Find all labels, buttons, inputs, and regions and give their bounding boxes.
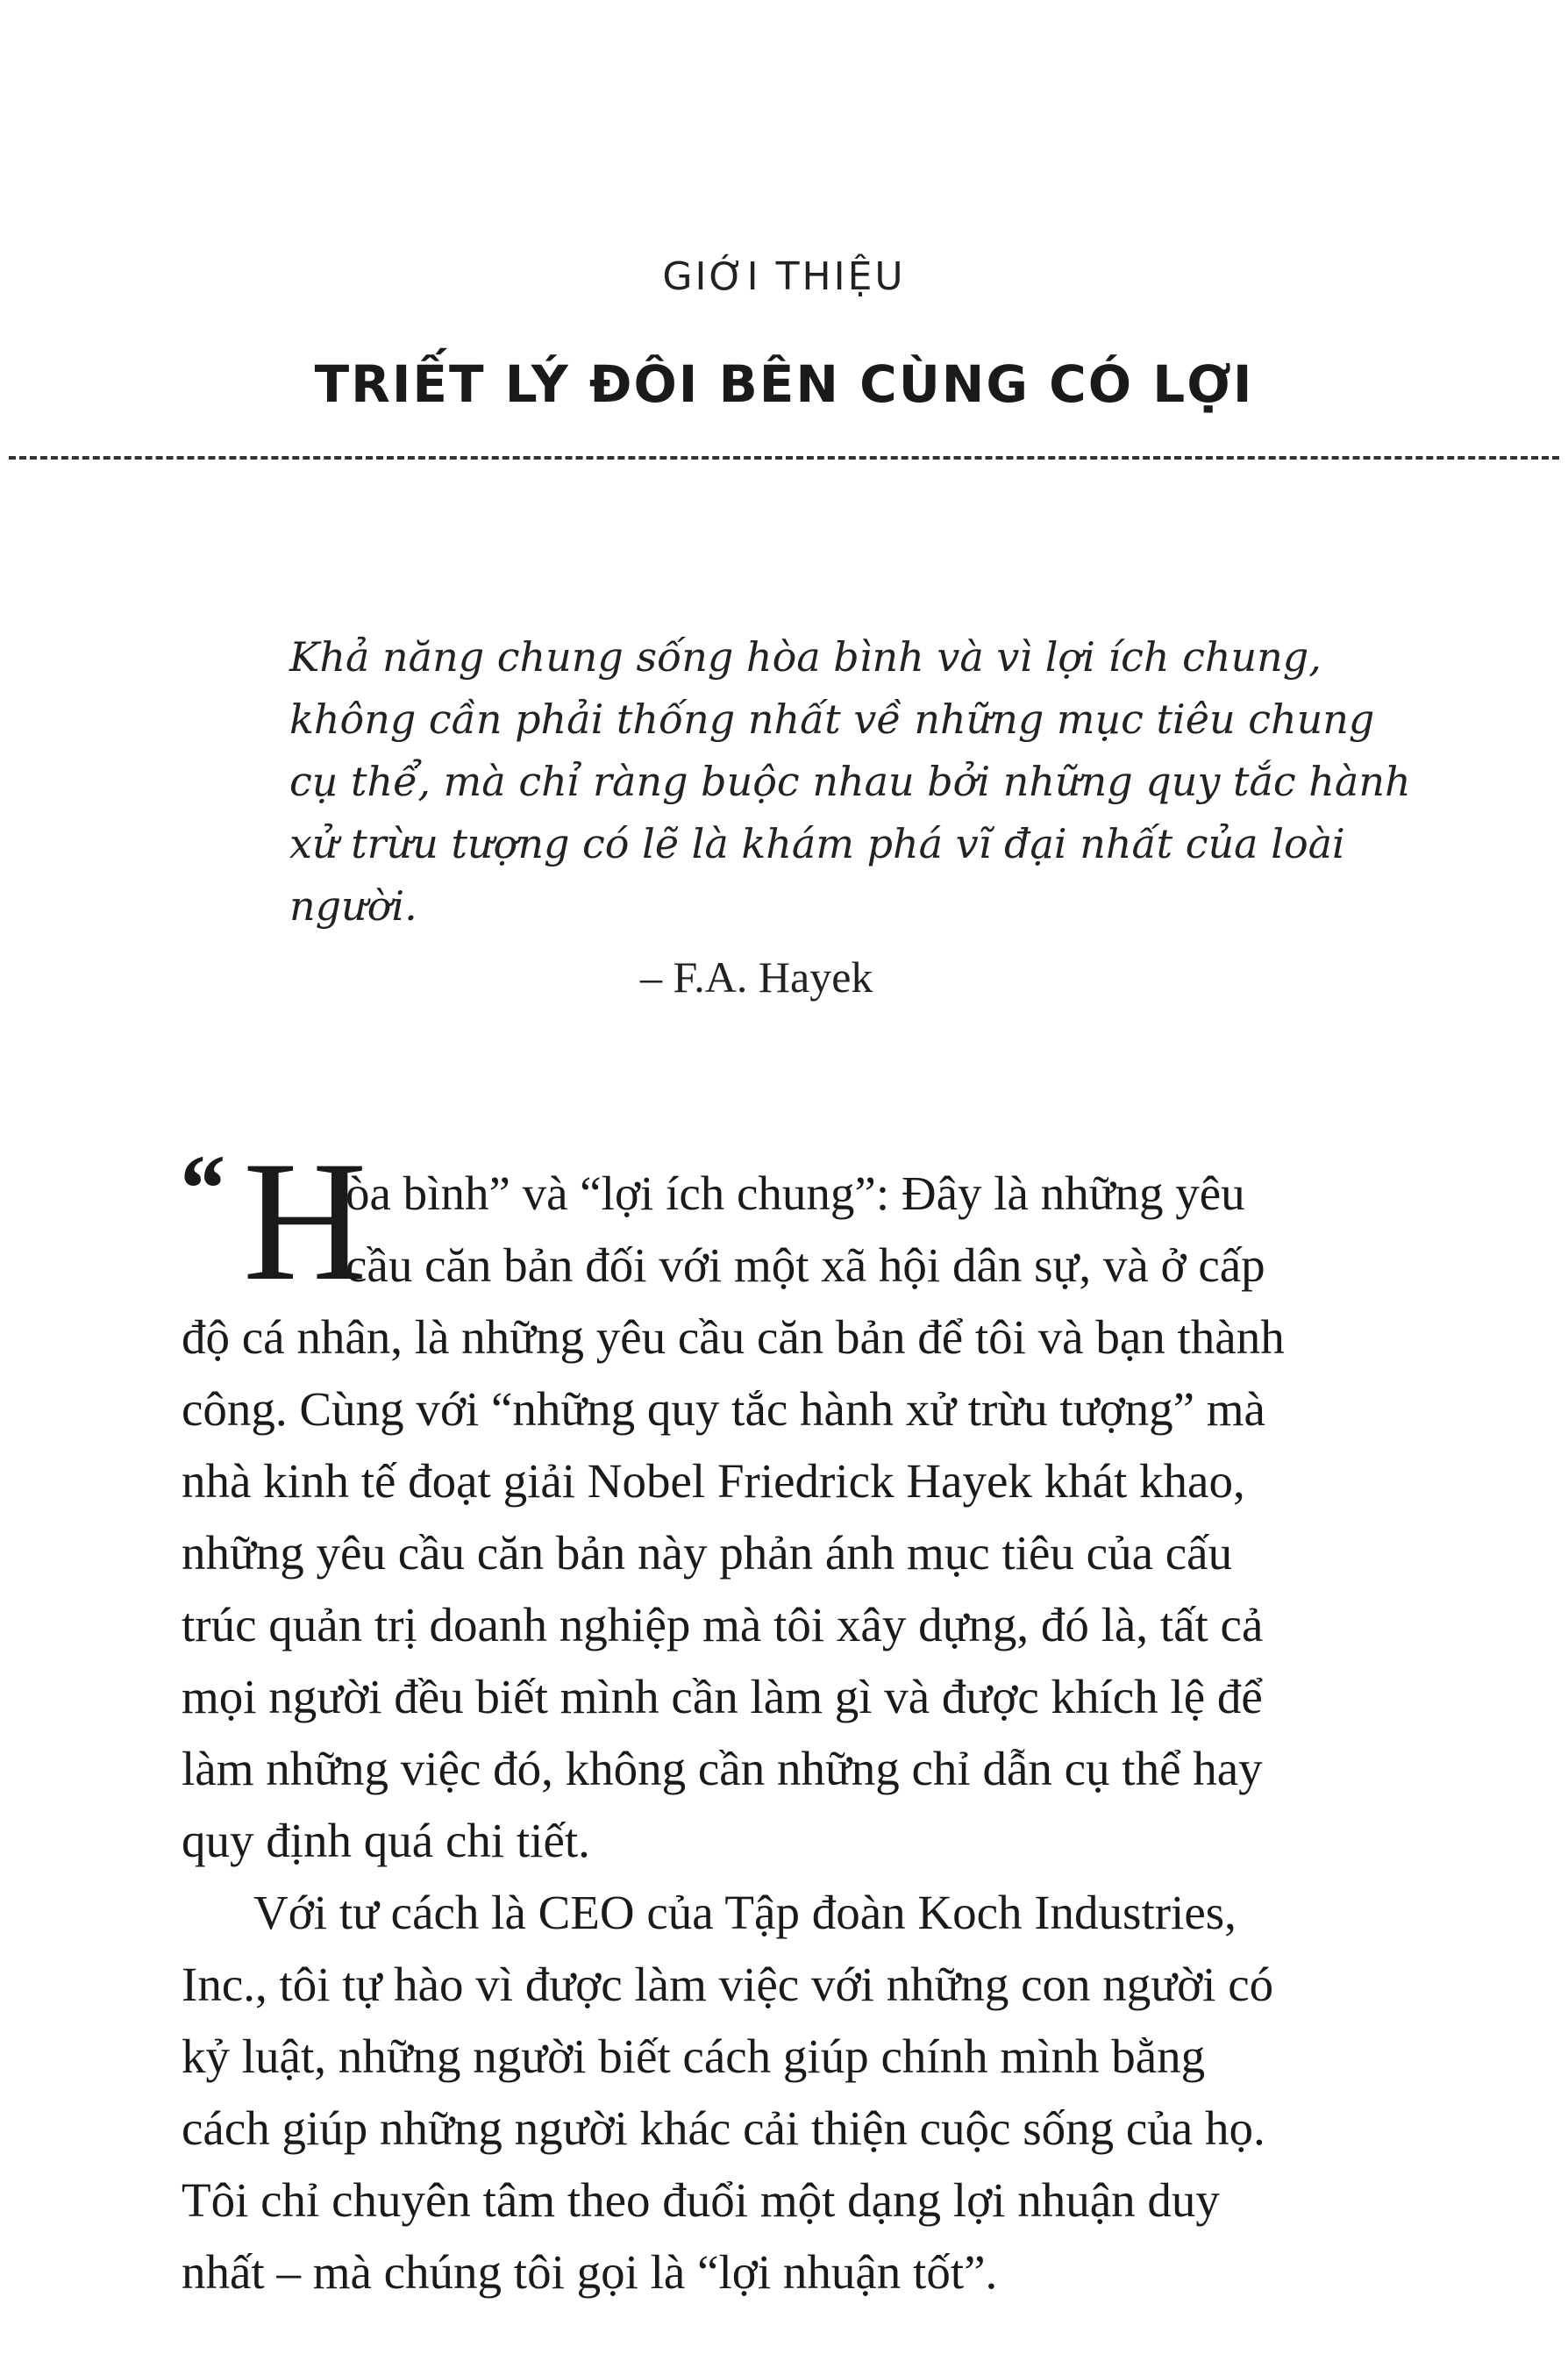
body-line: Với tư cách là CEO của Tập đoàn Koch Industries, [253, 1886, 1237, 1939]
epigraph-attribution: – F.A. Hayek [640, 952, 873, 1002]
epigraph-line: cụ thể, mà chỉ ràng buộc nhau bởi những quy tắc hành [289, 758, 1411, 805]
body-line: độ cá nhân, là những yêu cầu căn bản để tôi và bạn thành [182, 1310, 1285, 1364]
epigraph-line: xử trừu tượng có lẽ là khám phá vĩ đại nhất của loài [289, 820, 1345, 867]
opening-quote-mark: “ [175, 1135, 224, 1242]
body-line: những yêu cầu căn bản này phản ánh mục tiêu của cấu [182, 1526, 1233, 1580]
body-text [182, 1126, 1357, 2308]
chapter-title: TRIẾT LÝ ĐÔI BÊN CÙNG CÓ LỢI [314, 354, 1254, 414]
body-line: công. Cùng với “những quy tắc hành xử trừu tượng” mà [182, 1382, 1265, 1436]
dashed-divider [9, 456, 1559, 460]
epigraph-quote [289, 626, 1411, 938]
body-line: Inc., tôi tự hào vì được làm việc với những con người có [182, 1958, 1274, 2011]
body-line: trúc quản trị doanh nghiệp mà tôi xây dựng, đó là, tất cả [182, 1598, 1264, 1651]
body-line: kỷ luật, những người biết cách giúp chính mình bằng [182, 2029, 1206, 2083]
paragraph-2 [182, 1877, 1357, 2308]
epigraph-line: không cần phải thống nhất về những mục tiêu chung [289, 695, 1375, 743]
body-line: mọi người đều biết mình cần làm gì và được khích lệ để [182, 1670, 1263, 1723]
body-line: cầu căn bản đối với một xã hội dân sự, và ở cấp [346, 1238, 1265, 1292]
paragraph-1 [182, 1126, 1357, 1877]
body-line: òa bình” và “lợi ích chung”: Đây là những yêu [346, 1166, 1245, 1220]
epigraph-line: Khả năng chung sống hòa bình và vì lợi ích chung, [289, 633, 1322, 681]
body-line: làm những việc đó, không cần những chỉ dẫn cụ thể hay [182, 1742, 1263, 1795]
body-line: cách giúp những người khác cải thiện cuộc sống của họ. [182, 2101, 1265, 2155]
chapter-label: GIỚI THIỆU [662, 254, 906, 299]
body-line: nhà kinh tế đoạt giải Nobel Friedrick Hayek khát khao, [182, 1454, 1245, 1508]
body-line: Tôi chỉ chuyên tâm theo đuổi một dạng lợi nhuận duy [182, 2173, 1220, 2227]
drop-cap: H [243, 1126, 367, 1316]
epigraph-line: người. [289, 882, 417, 930]
body-line: quy định quá chi tiết. [182, 1814, 590, 1867]
body-line: nhất – mà chúng tôi gọi là “lợi nhuận tốt”. [182, 2245, 998, 2299]
